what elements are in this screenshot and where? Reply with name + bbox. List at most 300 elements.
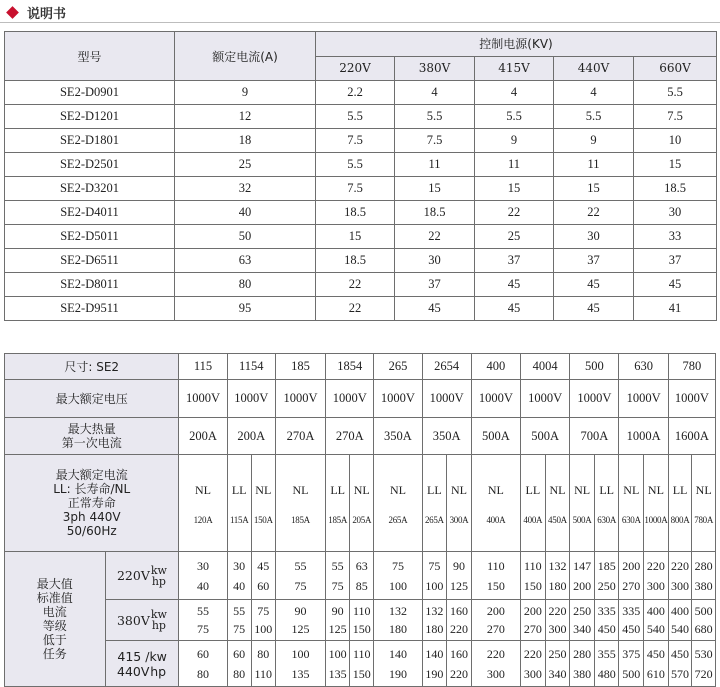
diamond-bullet-icon: [6, 6, 19, 19]
power-subcell: [594, 552, 619, 599]
power-cell: 18.5: [316, 201, 395, 225]
power-value-cell: [179, 600, 227, 641]
hp-value: 180: [388, 622, 407, 636]
kw-value: 132: [548, 558, 567, 573]
table-row: [5, 249, 717, 273]
life-subcell: [326, 455, 349, 551]
size-cell: 185: [275, 354, 325, 380]
life-type: LL: [525, 482, 541, 497]
hp-value: 200: [573, 578, 592, 593]
life-cell: [619, 455, 668, 552]
current-cell: 50: [175, 225, 316, 249]
power-cell: 22: [395, 225, 475, 249]
power-value-cell: [521, 600, 570, 641]
power-cell: 45: [395, 297, 475, 321]
hp-value: 135: [291, 666, 310, 681]
hp-value: 300: [671, 578, 690, 593]
unit-voltage: 220V: [116, 568, 150, 583]
life-cell: [275, 455, 325, 552]
power-value-cell: [227, 552, 275, 600]
life-cell: [227, 455, 275, 552]
power-value-cell: [668, 600, 715, 641]
power-cell: 41: [634, 297, 717, 321]
life-type: NL: [549, 482, 566, 497]
kw-value: 280: [694, 558, 713, 573]
heat-label-line: 第一次电流: [61, 436, 122, 450]
size-cell: 1154: [227, 354, 275, 380]
power-value-cell: [227, 641, 275, 687]
current-cell: 32: [175, 177, 316, 201]
power-cell: 15: [554, 177, 634, 201]
hp-value: 450: [597, 622, 616, 636]
power-cell: 4: [475, 81, 554, 105]
hp-value: 340: [548, 666, 567, 681]
size-cell: 265: [374, 354, 422, 380]
table-row: [5, 177, 717, 201]
kw-value: 63: [355, 558, 368, 573]
power-cell: 5.5: [395, 105, 475, 129]
power-cell: 11: [554, 153, 634, 177]
heat-cell: 270A: [326, 418, 374, 455]
power-subcell: [521, 641, 545, 686]
hp-value: 380: [694, 578, 713, 593]
hp-value: 80: [197, 666, 210, 681]
power-subcell: [228, 600, 251, 640]
current-cell: 40: [175, 201, 316, 225]
size-label: 尺寸: SE2: [5, 354, 179, 380]
life-current: 1000A: [644, 514, 668, 525]
power-value-cell: [619, 600, 668, 641]
header-voltage: 220V: [316, 56, 395, 81]
title-divider: [0, 22, 720, 23]
life-current: 500A: [572, 514, 592, 525]
power-cell: 7.5: [316, 129, 395, 153]
life-type: LL: [330, 482, 345, 497]
hp-value: 190: [388, 666, 407, 681]
power-subcell: [570, 552, 594, 599]
power-value-cell: [275, 552, 325, 600]
kw-value: 200: [523, 604, 542, 618]
power-subcell: [276, 600, 325, 640]
life-subcell: [446, 455, 471, 551]
table-row: [5, 297, 717, 321]
power-subcell: [251, 552, 275, 599]
current-cell: 63: [175, 249, 316, 273]
power-label-line: 最大值: [36, 577, 73, 591]
life-current: 265A: [424, 514, 444, 525]
power-cell: 30: [554, 225, 634, 249]
hp-value: 300: [486, 666, 505, 681]
kw-value: 400: [671, 604, 690, 618]
power-cell: 45: [554, 273, 634, 297]
kw-value: 90: [452, 558, 465, 573]
hp-value: 150: [486, 578, 505, 593]
max-voltage-cell: 1000V: [619, 380, 668, 418]
hp-value: 540: [671, 622, 690, 636]
power-value-cell: [668, 641, 715, 687]
power-value-cell: [179, 552, 227, 600]
size-cell: 500: [570, 354, 619, 380]
kw-value: 335: [622, 604, 641, 618]
hp-value: 570: [671, 666, 690, 681]
hp-value: 220: [449, 666, 468, 681]
model-cell: SE2-D8011: [5, 273, 175, 297]
life-subcell: [643, 455, 668, 551]
hp-value: 150: [352, 622, 371, 636]
heat-cell: 700A: [570, 418, 619, 455]
heat-cell: 500A: [471, 418, 520, 455]
life-current: 185A: [291, 514, 310, 525]
kw-value: 450: [671, 646, 690, 661]
kw-value: 55: [197, 604, 210, 618]
power-value-cell: [521, 641, 570, 687]
kw-value: 220: [486, 646, 505, 661]
power-value-cell: [374, 600, 422, 641]
model-cell: SE2-D6511: [5, 249, 175, 273]
kw-value: 140: [425, 646, 444, 661]
heat-cell: 270A: [275, 418, 325, 455]
unit-label-415v: [105, 641, 179, 687]
kw-value: 90: [331, 604, 344, 618]
power-cell: 22: [316, 297, 395, 321]
power-subcell: [228, 641, 251, 686]
life-subcell: [349, 455, 373, 551]
table-row: [5, 129, 717, 153]
hp-value: 60: [257, 578, 270, 593]
power-cell: 7.5: [316, 177, 395, 201]
power-subcell: [691, 600, 715, 640]
heat-cell: 350A: [374, 418, 422, 455]
power-cell: 30: [395, 249, 475, 273]
life-label: [5, 455, 179, 552]
current-cell: 9: [175, 81, 316, 105]
power-subcell: [326, 641, 349, 686]
life-type: NL: [647, 482, 664, 497]
hp-value: 85: [355, 578, 368, 593]
kw-value: 375: [622, 646, 641, 661]
power-cell: 11: [395, 153, 475, 177]
power-cell: 15: [316, 225, 395, 249]
power-subcell: [521, 552, 545, 599]
hp-value: 80: [233, 666, 246, 681]
power-value-cell: [326, 641, 374, 687]
kw-value: 250: [548, 646, 567, 661]
kw-value: 60: [233, 646, 246, 661]
current-cell: 80: [175, 273, 316, 297]
kw-value: 100: [328, 646, 347, 661]
hp-value: 100: [388, 578, 407, 593]
max-voltage-cell: 1000V: [275, 380, 325, 418]
table-row: [5, 81, 717, 105]
power-subcell: [251, 641, 275, 686]
kw-value: 335: [597, 604, 616, 618]
life-type: NL: [353, 482, 370, 497]
max-voltage-cell: 1000V: [521, 380, 570, 418]
hp-value: 100: [254, 622, 273, 636]
model-cell: SE2-D1201: [5, 105, 175, 129]
power-cell: 45: [554, 297, 634, 321]
hp-value: 75: [197, 622, 210, 636]
model-cell: SE2-D9511: [5, 297, 175, 321]
hp-value: 720: [694, 666, 713, 681]
life-type: NL: [292, 482, 309, 497]
power-subcell: [446, 641, 471, 686]
power-cell: 22: [475, 201, 554, 225]
life-current: 150A: [253, 514, 273, 525]
kw-value: 500: [694, 604, 713, 618]
max-voltage-cell: 1000V: [326, 380, 374, 418]
power-value-cell: [570, 552, 619, 600]
kw-value: 75: [257, 604, 270, 618]
hp-value: 75: [294, 578, 307, 593]
hp-value: 135: [328, 666, 347, 681]
max-voltage-cell: 1000V: [422, 380, 471, 418]
power-value-cell: [422, 600, 471, 641]
power-subcell: [228, 552, 251, 599]
hp-value: 480: [597, 666, 616, 681]
power-cell: 33: [634, 225, 717, 249]
kw-value: 55: [294, 558, 307, 573]
power-cell: 11: [475, 153, 554, 177]
hp-value: 540: [646, 622, 665, 636]
power-subcell: [643, 641, 668, 686]
model-cell: SE2-D4011: [5, 201, 175, 225]
life-type: NL: [255, 482, 272, 497]
max-voltage-cell: 1000V: [570, 380, 619, 418]
power-subcell: [669, 641, 692, 686]
unit-kw: kw: [150, 563, 167, 577]
life-type: LL: [599, 482, 615, 497]
size-cell: 780: [668, 354, 715, 380]
kw-value: 450: [646, 646, 665, 661]
hp-value: 250: [597, 578, 616, 593]
kw-value: 80: [257, 646, 270, 661]
power-cell: 15: [395, 177, 475, 201]
power-cell: 7.5: [634, 105, 717, 129]
power-subcell: [643, 552, 668, 599]
power-cell: 4: [554, 81, 634, 105]
power-subcell: [349, 641, 373, 686]
kw-value: 55: [233, 604, 246, 618]
power-label-line: 标准值: [36, 591, 73, 605]
size-cell: 1854: [326, 354, 374, 380]
hp-value: 270: [523, 622, 542, 636]
power-cell: 5.5: [316, 153, 395, 177]
unit-hp: hp: [150, 663, 167, 679]
power-value-cell: [422, 641, 471, 687]
heat-cell: 350A: [422, 418, 471, 455]
kw-value: 400: [646, 604, 665, 618]
kw-value: 30: [233, 558, 246, 573]
header-control-voltage: 控制电源(KV): [316, 32, 717, 57]
power-subcell: [472, 600, 520, 640]
power-cell: 5.5: [554, 105, 634, 129]
max-voltage-cell: 1000V: [374, 380, 422, 418]
power-cell: 45: [475, 297, 554, 321]
kw-value: 280: [573, 646, 592, 661]
heat-cell: 1000A: [619, 418, 668, 455]
hp-value: 180: [548, 578, 567, 593]
life-type: NL: [195, 482, 212, 497]
power-value-cell: [471, 641, 520, 687]
max-voltage-cell: 1000V: [471, 380, 520, 418]
power-cell: 37: [554, 249, 634, 273]
power-cell: 45: [475, 273, 554, 297]
power-subcell: [594, 600, 619, 640]
heat-label: [5, 418, 179, 455]
life-current: 400A: [486, 514, 506, 525]
header-voltage: 660V: [634, 56, 717, 81]
power-subcell: [326, 552, 349, 599]
life-current: 630A: [621, 514, 641, 525]
hp-value: 125: [291, 622, 310, 636]
power-cell: 37: [634, 249, 717, 273]
kw-value: 200: [486, 604, 505, 618]
hp-value: 340: [573, 622, 592, 636]
kw-value: 132: [388, 604, 407, 618]
kw-value: 75: [428, 558, 441, 573]
life-subcell: [179, 455, 226, 551]
power-subcell: [691, 552, 715, 599]
heat-cell: 500A: [521, 418, 570, 455]
hp-value: 150: [352, 666, 371, 681]
power-subcell: [472, 552, 520, 599]
kw-value: 220: [548, 604, 567, 618]
power-cell: 9: [475, 129, 554, 153]
power-value-cell: [422, 552, 471, 600]
life-current: 450A: [548, 514, 567, 525]
heat-label-line: 最大热量: [67, 422, 116, 436]
kw-value: 60: [197, 646, 210, 661]
power-cell: 22: [316, 273, 395, 297]
life-subcell: [691, 455, 715, 551]
kw-value: 55: [331, 558, 344, 573]
size-spec-table: [4, 353, 716, 687]
power-cell: 4: [395, 81, 475, 105]
size-cell: 2654: [422, 354, 471, 380]
life-subcell: [423, 455, 447, 551]
life-subcell: [669, 455, 692, 551]
hp-value: 100: [425, 578, 444, 593]
power-cell: 15: [475, 177, 554, 201]
power-subcell: [423, 552, 447, 599]
current-cell: 25: [175, 153, 316, 177]
power-cell: 25: [475, 225, 554, 249]
power-cell: 15: [634, 153, 717, 177]
power-value-cell: [619, 552, 668, 600]
power-label-line: 任务: [42, 647, 67, 661]
power-value-cell: [227, 600, 275, 641]
power-value-cell: [275, 600, 325, 641]
life-cell: [422, 455, 471, 552]
section-header: [4, 2, 66, 22]
power-subcell: [545, 600, 570, 640]
power-subcell: [423, 641, 447, 686]
hp-value: 380: [573, 666, 592, 681]
model-cell: SE2-D1801: [5, 129, 175, 153]
life-subcell: [521, 455, 545, 551]
life-label-line: 50/60Hz: [66, 524, 117, 538]
life-label-line: 最大额定电流: [55, 468, 128, 482]
kw-value: 220: [646, 558, 665, 573]
hp-value: 180: [425, 622, 444, 636]
power-value-cell: [374, 641, 422, 687]
power-subcell: [326, 600, 349, 640]
kw-value: 147: [573, 558, 592, 573]
table-row: [5, 105, 717, 129]
hp-value: 75: [331, 578, 344, 593]
life-cell: [521, 455, 570, 552]
power-value-cell: [668, 552, 715, 600]
hp-value: 300: [523, 666, 542, 681]
model-cell: SE2-D3201: [5, 177, 175, 201]
header-voltage: 380V: [395, 56, 475, 81]
table-row: [5, 225, 717, 249]
power-value-cell: [471, 552, 520, 600]
power-subcell: [349, 600, 373, 640]
life-current: 205A: [352, 514, 372, 525]
section-title: 说明书: [27, 6, 67, 22]
life-subcell: [545, 455, 570, 551]
max-voltage-label: 最大额定电压: [5, 380, 179, 418]
life-subcell: [276, 455, 325, 551]
hp-value: 270: [622, 578, 641, 593]
current-cell: 95: [175, 297, 316, 321]
power-cell: 7.5: [395, 129, 475, 153]
life-cell: [471, 455, 520, 552]
power-subcell: [545, 552, 570, 599]
power-subcell: [619, 552, 643, 599]
life-subcell: [570, 455, 594, 551]
power-cell: 37: [395, 273, 475, 297]
power-subcell: [349, 552, 373, 599]
kw-value: 110: [487, 558, 505, 573]
header-model: 型号: [5, 32, 175, 81]
unit-hp: hp: [151, 619, 166, 632]
power-subcell: [179, 552, 226, 599]
life-label-line: 正常寿命: [67, 496, 116, 510]
hp-value: 610: [646, 666, 665, 681]
power-subcell: [179, 641, 226, 686]
power-subcell: [521, 600, 545, 640]
life-subcell: [472, 455, 520, 551]
hp-value: 500: [622, 666, 641, 681]
life-subcell: [594, 455, 619, 551]
power-cell: 5.5: [634, 81, 717, 105]
hp-value: 125: [449, 578, 468, 593]
life-current: 400A: [523, 514, 543, 525]
life-current: 300A: [449, 514, 469, 525]
power-value-cell: [619, 641, 668, 687]
model-rating-table: [4, 31, 717, 321]
table-row: [5, 201, 717, 225]
power-subcell: [276, 552, 325, 599]
power-value-cell: [521, 552, 570, 600]
hp-value: 270: [486, 622, 505, 636]
life-subcell: [251, 455, 275, 551]
kw-value: 530: [694, 646, 713, 661]
power-cell: 18.5: [634, 177, 717, 201]
unit-label-220v: [105, 552, 179, 600]
power-subcell: [594, 641, 619, 686]
power-value-cell: [471, 600, 520, 641]
life-cell: [668, 455, 715, 552]
life-subcell: [228, 455, 251, 551]
life-type: LL: [231, 482, 247, 497]
power-value-cell: [570, 600, 619, 641]
unit-kw: kw: [149, 648, 167, 664]
kw-value: 160: [449, 604, 468, 618]
